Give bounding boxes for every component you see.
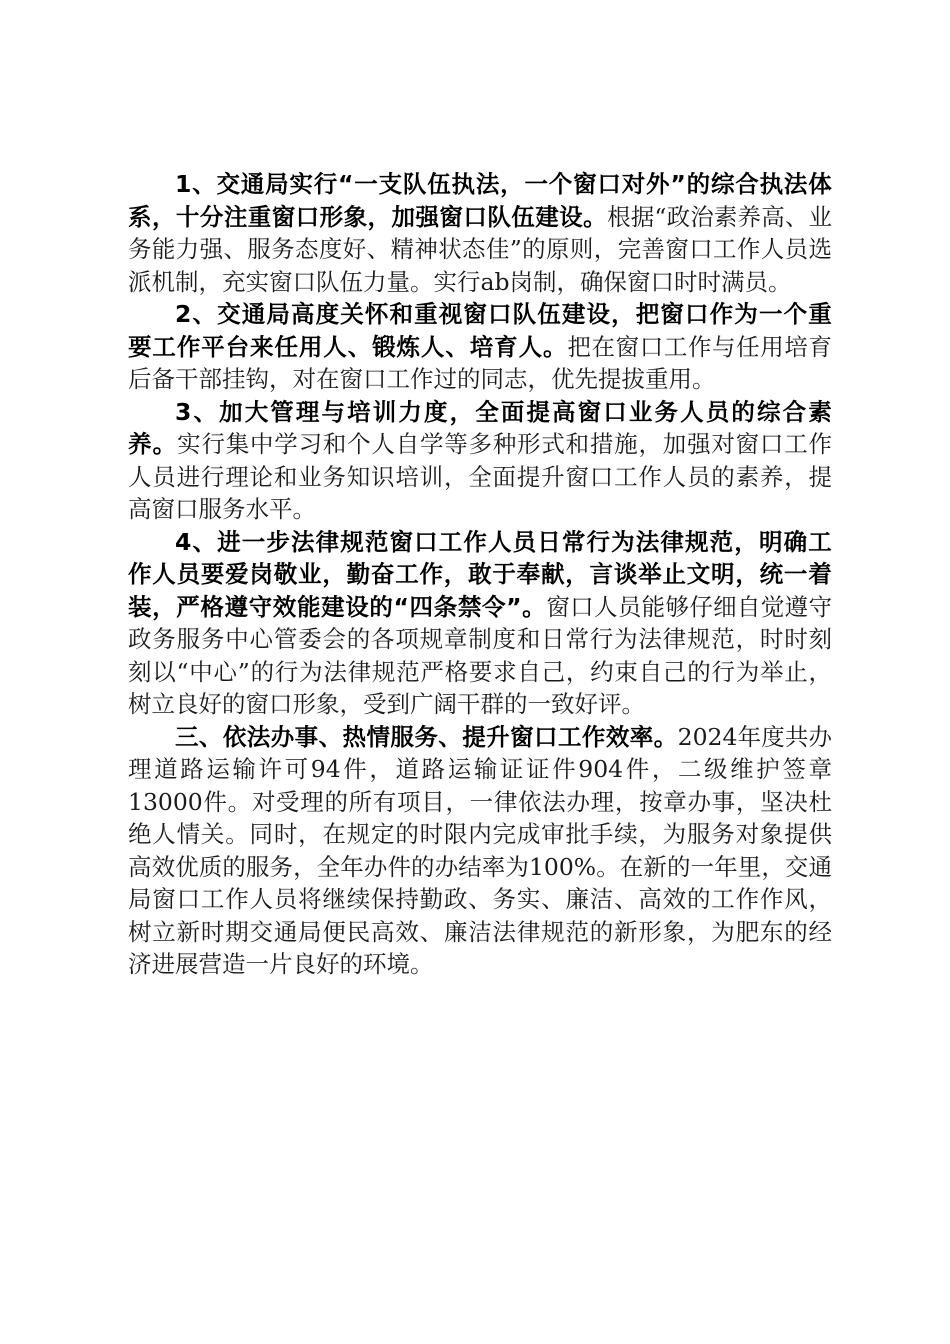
paragraph-3-body: 实行集中学习和个人自学等多种形式和措施，加强对窗口工作人员进行理论和业务知识培训，全面提升窗口工作人员的素养，提高窗口服务水平。	[128, 430, 832, 523]
paragraph-2-body: 把在窗口工作与任用培育后备干部挂钩，对在窗口工作过的同志，优先提拔重用。	[128, 332, 832, 393]
paragraph-2-lead: 2、交通局高度关怀和重视窗口队伍建设，把窗口作为一个重要工作平台来任用人、锻炼人、培育人。	[128, 300, 832, 361]
paragraph-1-body: 根据“政治素养高、业务能力强、服务态度好、精神状态佳”的原则，完善窗口工作人员选派机制，充实窗口队伍力量。实行ab岗制，确保窗口时时满员。	[128, 202, 832, 296]
section-3-heading: 三、依法办事、热情服务、提升窗口工作效率。	[175, 722, 678, 751]
paragraph-4-lead: 4、进一步法律规范窗口工作人员日常行为法律规范，明确工作人员要爱岗敬业，勤奋工作，敢于奉献，言谈举止文明，统一着装，严格遵守效能建设的“四条禁令”。	[128, 527, 832, 621]
paragraph-3	[128, 396, 832, 526]
section-3-body: 2024年度共办理道路运输许可94件，道路运输证证件904件，二级维护签章13000件。对受理的所有项目，一律依法办理，按章办事，坚决杜绝人情关。同时，在规定的时限内完成审批手续，为服务对象提供高效优质的服务，全年办件的办结率为100%。在新的一年里，交通局窗口工作人员将继续保持勤政、务实、廉洁、高效的工作作风，树立新时期交通局便民高效、廉洁法律规范的新形象，为肥东的经济进展营造一片良好的环境。	[128, 722, 832, 978]
paragraph-1	[128, 168, 832, 298]
section-3-paragraph	[128, 721, 832, 981]
paragraph-2	[128, 298, 832, 396]
paragraph-3-lead: 3、加大管理与培训力度，全面提高窗口业务人员的综合素养。	[128, 397, 832, 458]
paragraph-4-body: 窗口人员能够仔细自觉遵守政务服务中心管委会的各项规章制度和日常行为法律规范，时时刻刻以“中心”的行为法律规范严格要求自己，约束自己的行为举止，树立良好的窗口形象，受到广阔干群的一致好评。	[128, 592, 832, 718]
document-body	[128, 168, 832, 981]
paragraph-1-lead: 1、交通局实行“一支队伍执法，一个窗口对外”的综合执法体系，十分注重窗口形象，加强窗口队伍建设。	[128, 170, 832, 231]
paragraph-4	[128, 526, 832, 721]
